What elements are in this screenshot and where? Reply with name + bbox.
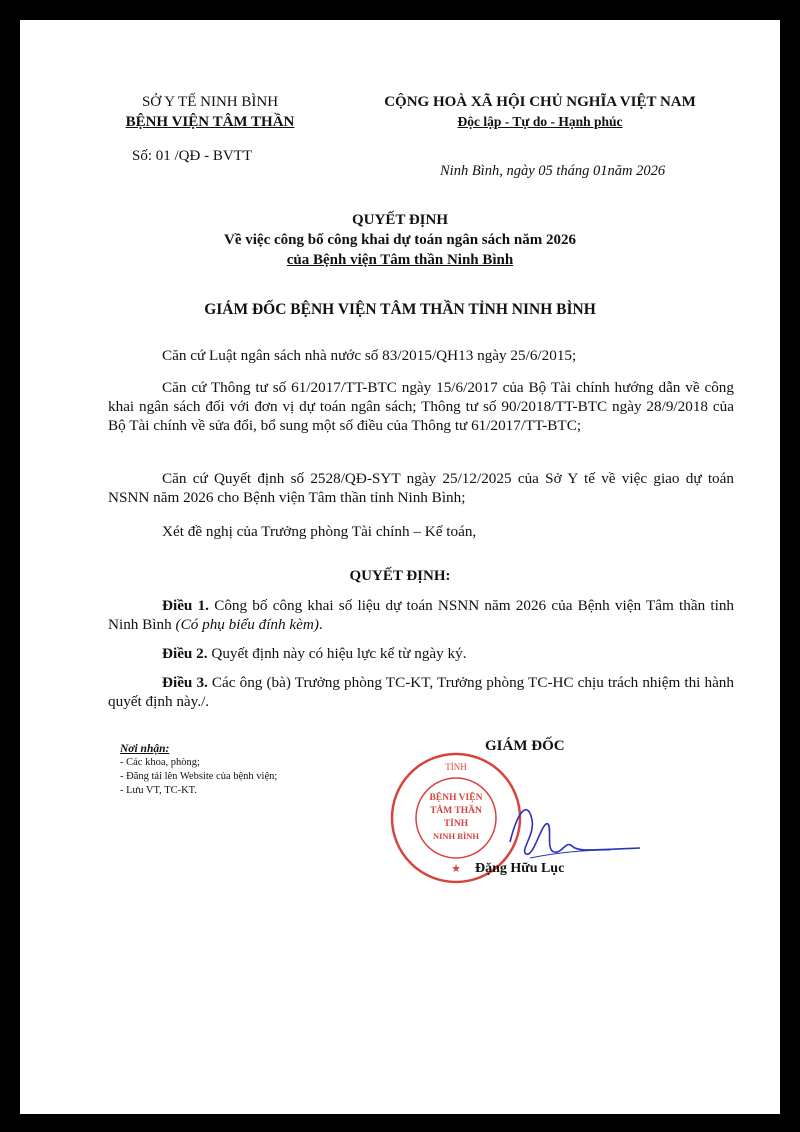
signature-underline [530, 850, 610, 858]
stamp-ring-text: TỈNH [445, 762, 467, 772]
document-subject-line-2: của Bệnh viện Tâm thần Ninh Bình [286, 252, 514, 268]
star-icon: ★ [451, 862, 461, 875]
basis-paragraph: Căn cứ Luật ngân sách nhà nước số 83/2015/QH13 ngày 25/6/2015; [162, 347, 577, 364]
national-header [345, 92, 735, 132]
article-2 [108, 644, 734, 663]
document-number: Số: 01 /QĐ - BVTT [132, 148, 252, 164]
stamp-line: TÂM THẦN [430, 806, 482, 816]
nation-name: CỘNG HOÀ XÃ HỘI CHỦ NGHĨA VIỆT NAM [384, 94, 696, 110]
signer-name: Đặng Hữu Lục [475, 861, 565, 876]
basis-paragraph: Căn cứ Quyết định số 2528/QĐ-SYT ngày 25/12/2025 của Sở Y tế về việc giao dự toán NSNN năm 2026 cho Bệnh viện Tâm thần tỉnh Ninh Bình; [108, 470, 734, 506]
article-tail: . [318, 616, 323, 633]
article-1 [108, 596, 734, 634]
document-page [20, 20, 780, 1114]
signature-stroke [510, 810, 640, 855]
recipient-item: - Lưu VT, TC-KT. [120, 785, 197, 796]
issuing-authority: GIÁM ĐỐC BỆNH VIỆN TÂM THẦN TỈNH NINH BÌNH [204, 301, 596, 318]
article-3 [108, 673, 734, 711]
recipient-item: - Đăng tải lên Website của bệnh viện; [120, 771, 278, 782]
handwritten-signature [490, 780, 650, 870]
article-note: (Có phụ biểu đính kèm) [175, 616, 319, 633]
national-motto: Độc lập - Tự do - Hạnh phúc [457, 114, 623, 129]
signature-title: GIÁM ĐỐC [485, 738, 565, 754]
article-text: Công bố công khai số liệu dự toán NSNN năm 2026 của Bệnh viện Tâm thần tỉnh Ninh Bình [108, 597, 735, 633]
recipient-item: - Các khoa, phòng; [120, 757, 200, 768]
document-title: QUYẾT ĐỊNH [352, 212, 448, 228]
recipients-block [120, 742, 277, 798]
org-parent: SỞ Y TẾ NINH BÌNH [141, 94, 279, 110]
stamp-line: BỆNH VIỆN [429, 793, 483, 803]
basis-paragraph: Xét đề nghị của Trưởng phòng Tài chính – Kế toán, [162, 523, 477, 540]
recipients-title: Nơi nhận: [120, 743, 170, 755]
stamp-inner-ring [416, 778, 496, 858]
article-text: Quyết định này có hiệu lực kể từ ngày ký. [207, 645, 467, 662]
org-name: BỆNH VIỆN TÂM THẦN [125, 114, 295, 130]
document-subject-line-1: Về việc công bố công khai dự toán ngân sách năm 2026 [224, 232, 576, 248]
issue-date: Ninh Bình, ngày 05 tháng 01năm 2026 [440, 163, 666, 179]
issuer-header [90, 92, 330, 132]
stamp-line: NINH BÌNH [432, 831, 480, 841]
decision-heading: QUYẾT ĐỊNH: [349, 568, 451, 584]
article-text: Các ông (bà) Trưởng phòng TC-KT, Trưởng phòng TC-HC chịu trách nhiệm thi hành quyết định này./. [108, 674, 734, 710]
basis-paragraph: Căn cứ Thông tư số 61/2017/TT-BTC ngày 15/6/2017 của Bộ Tài chính hướng dẫn về công khai ngân sách đối với đơn vị dự toán ngân sách; Thông tư số 90/2018/TT-BTC ngày 28/9/2018 của Bộ Tài chính về sửa đổi, bổ sung một số điều của Thông tư 61/2017/TT-BTC; [108, 379, 734, 434]
stamp-line: TỈNH [443, 819, 469, 829]
article-label: Điều 2. [162, 645, 208, 662]
article-label: Điều 1. [162, 597, 209, 614]
article-label: Điều 3. [162, 674, 208, 691]
